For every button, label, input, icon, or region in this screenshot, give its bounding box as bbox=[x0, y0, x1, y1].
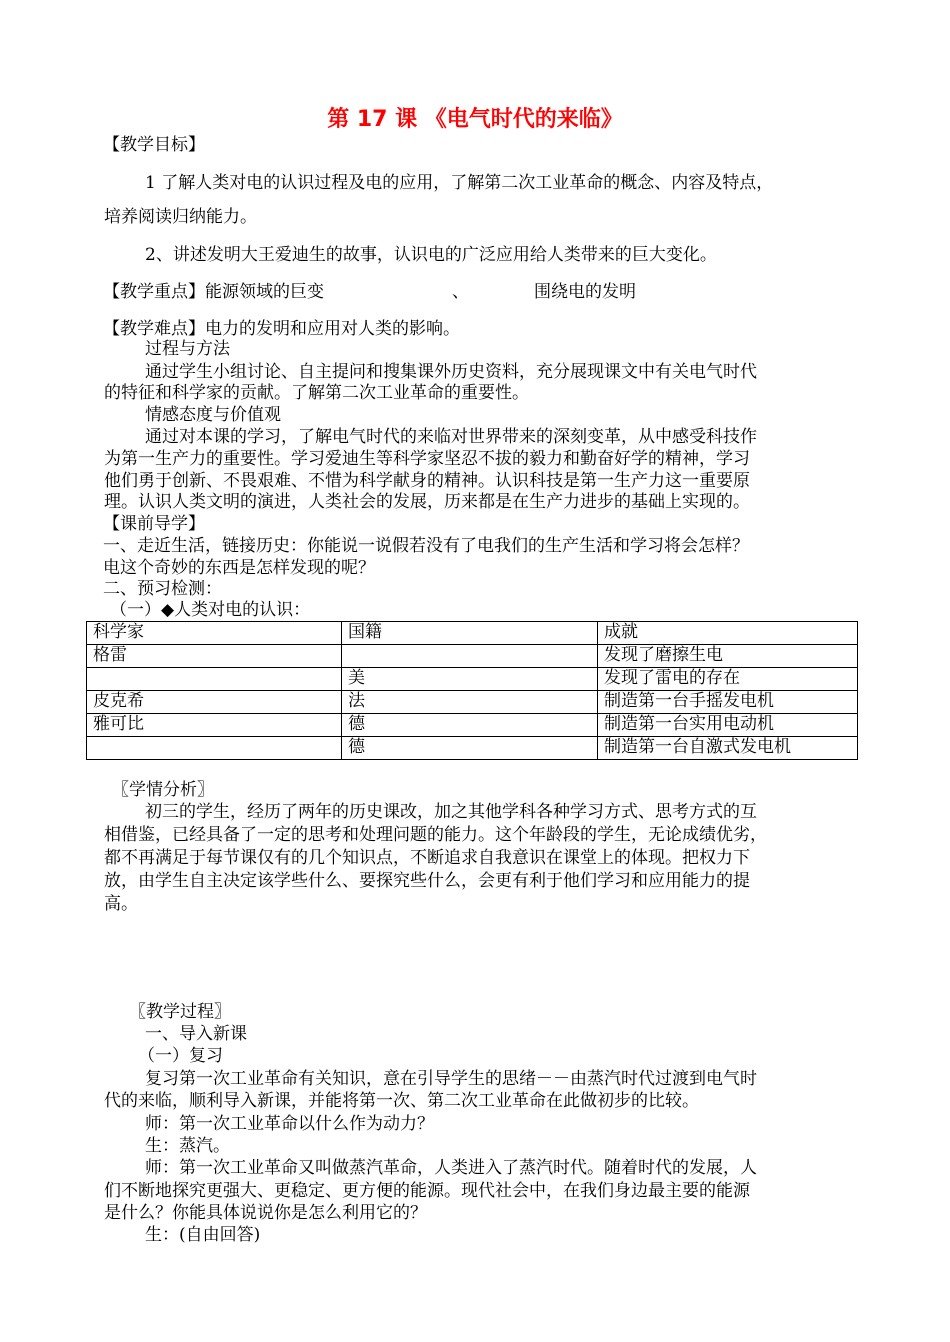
analysis-line-5: 高。 bbox=[104, 894, 138, 914]
table-cell: 制造第一台自激式发电机 bbox=[598, 737, 858, 760]
table-row bbox=[87, 737, 858, 760]
table-header-cell: 科学家 bbox=[87, 622, 342, 645]
table-cell bbox=[87, 668, 342, 691]
objective-2: 2、讲述发明大王爱迪生的故事，认识电的广泛应用给人类带来的巨大变化。 bbox=[145, 245, 717, 265]
table-header-cell: 成就 bbox=[598, 622, 858, 645]
scientist-table bbox=[86, 621, 858, 760]
table-cell: 美 bbox=[342, 668, 598, 691]
table-cell: 雅可比 bbox=[87, 714, 342, 737]
table-row bbox=[87, 691, 858, 714]
process-paragraph-line-1: 复习第一次工业革命有关知识，意在引导学生的思绪－－由蒸汽时代过渡到电气时 bbox=[145, 1069, 757, 1089]
table-row bbox=[87, 714, 858, 737]
key-points-separator: 、 bbox=[452, 282, 469, 302]
teacher-remark-line-2: 们不断地探究更强大、更稳定、更方便的能源。现代社会中，在我们身边最主要的能源 bbox=[104, 1181, 750, 1201]
table-row bbox=[87, 645, 858, 668]
teacher-remark-line-1: 师：第一次工业革命又叫做蒸汽革命，人类进入了蒸汽时代。随着时代的发展，人 bbox=[145, 1158, 757, 1178]
attitude-line-3: 他们勇于创新、不畏艰难、不惜为科学献身的精神。认识科技是第一生产力这一重要原 bbox=[104, 471, 750, 491]
process-method-heading: 过程与方法 bbox=[145, 339, 230, 359]
attitude-line-4: 理。认识人类文明的演进，人类社会的发展，历来都是在生产力进步的基础上实现的。 bbox=[104, 492, 750, 512]
attitude-heading: 情感态度与价值观 bbox=[145, 405, 281, 425]
objectives-heading: 【教学目标】 bbox=[103, 135, 205, 155]
analysis-line-1: 初三的学生，经历了两年的历史课改，加之其他学科各种学习方式、思考方式的互 bbox=[145, 802, 757, 822]
lesson-title: 第 17 课 《电气时代的来临》 bbox=[327, 107, 623, 132]
key-points-item-2: 围绕电的发明 bbox=[534, 282, 636, 302]
preview-heading: 【课前导学】 bbox=[103, 514, 205, 534]
table-cell: 德 bbox=[342, 714, 598, 737]
process-heading: 〖教学过程〗 bbox=[129, 1002, 231, 1022]
process-method-line-2: 的特征和科学家的贡献。了解第二次工业革命的重要性。 bbox=[104, 383, 529, 403]
preview-question-1-line-2: 电这个奇妙的东西是怎样发现的呢？ bbox=[103, 558, 375, 578]
preview-sub-1: （一）◆人类对电的认识： bbox=[110, 600, 311, 620]
attitude-line-1: 通过对本课的学习，了解电气时代的来临对世界带来的深刻变革，从中感受科技作 bbox=[145, 427, 757, 447]
table-cell: 格雷 bbox=[87, 645, 342, 668]
process-subsection-1: （一）复习 bbox=[138, 1046, 223, 1066]
objective-1-line-1: 1 了解人类对电的认识过程及电的应用，了解第二次工业革命的概念、内容及特点， bbox=[145, 173, 774, 193]
analysis-line-3: 都不再满足于每节课仅有的几个知识点，不断追求自我意识在课堂上的体现。把权力下 bbox=[104, 848, 750, 868]
analysis-line-2: 相借鉴，已经具备了一定的思考和处理问题的能力。这个年龄段的学生，无论成绩优劣， bbox=[104, 825, 767, 845]
table-cell: 德 bbox=[342, 737, 598, 760]
analysis-line-4: 放，由学生自主决定该学些什么、要探究些什么，会更有利于他们学习和应用能力的提 bbox=[104, 871, 750, 891]
process-paragraph-line-2: 代的来临，顺利导入新课，并能将第一次、第二次工业革命在此做初步的比较。 bbox=[104, 1091, 699, 1111]
table-cell: 发现了雷电的存在 bbox=[598, 668, 858, 691]
table-row bbox=[87, 668, 858, 691]
table-header-cell: 国籍 bbox=[342, 622, 598, 645]
table-cell: 发现了磨擦生电 bbox=[598, 645, 858, 668]
objective-1-line-2: 培养阅读归纳能力。 bbox=[104, 207, 257, 227]
analysis-heading: 〖学情分析〗 bbox=[112, 780, 214, 800]
preview-question-2: 二、预习检测： bbox=[103, 579, 222, 599]
table-cell: 制造第一台实用电动机 bbox=[598, 714, 858, 737]
table-cell: 皮克希 bbox=[87, 691, 342, 714]
table-header-row bbox=[87, 622, 858, 645]
process-section-1: 一、导入新课 bbox=[145, 1024, 247, 1044]
key-points-label: 【教学重点】能源领域的巨变 bbox=[103, 282, 324, 302]
student-answer-2: 生：(自由回答) bbox=[145, 1225, 261, 1245]
preview-question-1-line-1: 一、走近生活，链接历史：你能说一说假若没有了电我们的生产生活和学习将会怎样？ bbox=[103, 536, 749, 556]
process-method-line-1: 通过学生小组讨论、自主提问和搜集课外历史资料，充分展现课文中有关电气时代 bbox=[145, 362, 757, 382]
table-cell bbox=[342, 645, 598, 668]
table-cell: 法 bbox=[342, 691, 598, 714]
attitude-line-2: 为第一生产力的重要性。学习爱迪生等科学家坚忍不拔的毅力和勤奋好学的精神，学习 bbox=[104, 449, 750, 469]
teacher-remark-line-3: 是什么？你能具体说说你是怎么利用它的？ bbox=[104, 1203, 427, 1223]
table-cell bbox=[87, 737, 342, 760]
teacher-question-1: 师：第一次工业革命以什么作为动力？ bbox=[145, 1114, 434, 1134]
table-cell: 制造第一台手摇发电机 bbox=[598, 691, 858, 714]
difficulty-line: 【教学难点】电力的发明和应用对人类的影响。 bbox=[103, 319, 460, 339]
student-answer-1: 生：蒸汽。 bbox=[145, 1136, 230, 1156]
